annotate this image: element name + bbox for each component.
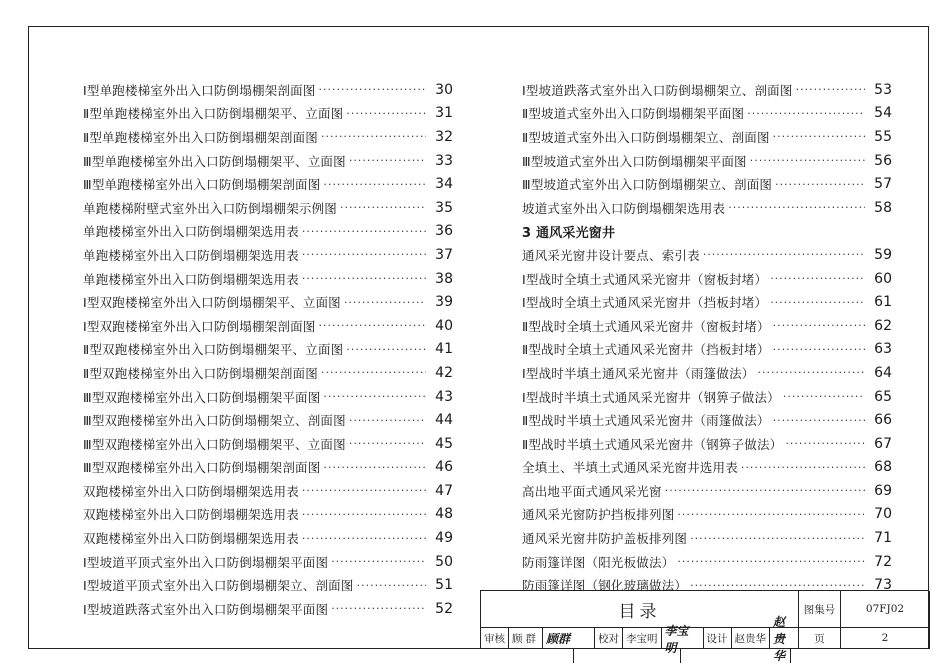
toc-entry bbox=[522, 456, 892, 480]
leader-dots bbox=[773, 130, 865, 143]
toc-entry bbox=[83, 243, 453, 267]
toc-entry bbox=[83, 314, 453, 338]
leader-dots bbox=[677, 555, 865, 568]
leader-dots bbox=[728, 201, 865, 214]
leader-dots bbox=[785, 437, 865, 450]
toc-left-column bbox=[83, 78, 453, 621]
leader-dots bbox=[323, 390, 426, 403]
toc-entry bbox=[83, 338, 453, 362]
atlas-number: 07FJ02 bbox=[841, 591, 930, 628]
toc-entry bbox=[83, 408, 453, 432]
entry-title: 3 通风采光窗井 bbox=[522, 225, 616, 241]
entry-page-number: 54 bbox=[874, 105, 892, 122]
entry-page-number: 39 bbox=[435, 294, 453, 311]
review-name: 顾群 bbox=[509, 628, 543, 649]
entry-title: Ⅱ型单跑楼梯室外出入口防倒塌棚架平、立面图 bbox=[83, 106, 344, 122]
entry-page-number: 71 bbox=[874, 530, 892, 547]
toc-entry bbox=[522, 338, 892, 362]
entry-page-number: 70 bbox=[874, 506, 892, 523]
entry-title: 双跑楼梯室外出入口防倒塌棚架选用表 bbox=[83, 507, 299, 523]
entry-title: Ⅰ型坡道平顶式室外出入口防倒塌棚架立、剖面图 bbox=[83, 578, 354, 594]
entry-page-number: 47 bbox=[435, 482, 453, 499]
entry-title: 坡道式室外出入口防倒塌棚架选用表 bbox=[522, 200, 726, 216]
entry-title: Ⅲ型坡道式室外出入口防倒塌棚架平面图 bbox=[522, 153, 747, 169]
toc-entry bbox=[83, 479, 453, 503]
toc-entry bbox=[522, 503, 892, 527]
toc-entry bbox=[522, 479, 892, 503]
entry-title: Ⅱ型战时全填土式通风采光窗井（窗板封堵） bbox=[522, 318, 770, 334]
review-signature: 顾群 bbox=[543, 628, 595, 649]
toc-entry bbox=[522, 78, 892, 102]
toc-entry bbox=[522, 314, 892, 338]
entry-title: Ⅱ型战时全填土式通风采光窗井（挡板封堵） bbox=[522, 342, 770, 358]
entry-page-number: 46 bbox=[435, 459, 453, 476]
entry-page-number: 66 bbox=[874, 412, 892, 429]
entry-title: 单跑楼梯室外出入口防倒塌棚架选用表 bbox=[83, 247, 299, 263]
entry-title: Ⅲ型坡道式室外出入口防倒塌棚架立、剖面图 bbox=[522, 177, 773, 193]
leader-dots bbox=[690, 532, 865, 545]
entry-page-number: 61 bbox=[874, 294, 892, 311]
toc-entry bbox=[522, 385, 892, 409]
entry-title: Ⅲ型单跑楼梯室外出入口防倒塌棚架剖面图 bbox=[83, 177, 321, 193]
tick-mark bbox=[680, 649, 681, 663]
entry-page-number: 49 bbox=[435, 530, 453, 547]
leader-dots bbox=[323, 461, 426, 474]
leader-dots bbox=[773, 319, 865, 332]
entry-page-number: 62 bbox=[874, 317, 892, 334]
leader-dots bbox=[770, 272, 865, 285]
toc-entry bbox=[83, 503, 453, 527]
entry-page-number: 38 bbox=[435, 270, 453, 287]
toc-entry bbox=[83, 361, 453, 385]
entry-page-number: 35 bbox=[435, 199, 453, 216]
entry-page-number: 30 bbox=[435, 81, 453, 98]
title-block bbox=[480, 590, 929, 663]
entry-page-number: 36 bbox=[435, 223, 453, 240]
toc-entry bbox=[83, 385, 453, 409]
leader-dots bbox=[302, 272, 426, 285]
leader-dots bbox=[302, 484, 426, 497]
entry-title: Ⅰ型单跑楼梯室外出入口防倒塌棚架剖面图 bbox=[83, 82, 316, 98]
toc-entry bbox=[83, 456, 453, 480]
entry-title: Ⅰ型坡道跌落式室外出入口防倒塌棚架立、剖面图 bbox=[522, 82, 793, 98]
leader-dots bbox=[302, 508, 426, 521]
entry-page-number: 67 bbox=[874, 435, 892, 452]
toc-entry bbox=[83, 172, 453, 196]
toc-entry bbox=[83, 267, 453, 291]
toc-entry bbox=[522, 267, 892, 291]
toc-entry bbox=[83, 220, 453, 244]
leader-dots bbox=[758, 366, 866, 379]
entry-title: Ⅰ型坡道平顶式室外出入口防倒塌棚架平面图 bbox=[83, 554, 329, 570]
entry-title: 双跑楼梯室外出入口防倒塌棚架选用表 bbox=[83, 531, 299, 547]
entry-page-number: 40 bbox=[435, 317, 453, 334]
entry-title: Ⅰ型双跑楼梯室外出入口防倒塌棚架平、立面图 bbox=[83, 295, 341, 311]
leader-dots bbox=[747, 107, 865, 120]
leader-dots bbox=[346, 343, 426, 356]
toc-right-column bbox=[522, 78, 892, 597]
leader-dots bbox=[346, 107, 426, 120]
leader-dots bbox=[349, 437, 426, 450]
entry-title: Ⅱ型双跑楼梯室外出入口防倒塌棚架平、立面图 bbox=[83, 342, 344, 358]
leader-dots bbox=[357, 579, 426, 592]
entry-title: Ⅱ型战时半填土式通风采光窗井（雨篷做法） bbox=[522, 413, 770, 429]
leader-dots bbox=[750, 154, 865, 167]
toc-entry bbox=[83, 196, 453, 220]
toc-entry bbox=[83, 149, 453, 173]
entry-page-number: 44 bbox=[435, 412, 453, 429]
entry-page-number: 60 bbox=[874, 270, 892, 287]
entry-page-number: 63 bbox=[874, 341, 892, 358]
entry-page-number: 65 bbox=[874, 388, 892, 405]
toc-entry bbox=[83, 526, 453, 550]
toc-entry bbox=[83, 597, 453, 621]
toc-entry bbox=[522, 361, 892, 385]
entry-title: Ⅰ型战时全填土式通风采光窗井（窗板封堵） bbox=[522, 271, 768, 287]
toc-entry bbox=[522, 196, 892, 220]
leader-dots bbox=[349, 414, 426, 427]
entry-page-number: 45 bbox=[435, 435, 453, 452]
toc-entry bbox=[83, 550, 453, 574]
page-number: 2 bbox=[841, 628, 930, 649]
entry-title: 防雨篷详图（阳光板做法） bbox=[522, 554, 675, 570]
leader-dots bbox=[321, 366, 426, 379]
entry-title: 通风采光窗井防护盖板排列图 bbox=[522, 531, 688, 547]
entry-title: Ⅲ型单跑楼梯室外出入口防倒塌棚架平、立面图 bbox=[83, 153, 346, 169]
entry-title: Ⅲ型双跑楼梯室外出入口防倒塌棚架平面图 bbox=[83, 389, 321, 405]
toc-entry bbox=[522, 102, 892, 126]
toc-entry bbox=[522, 432, 892, 456]
entry-title: Ⅰ型双跑楼梯室外出入口防倒塌棚架剖面图 bbox=[83, 318, 316, 334]
tick-mark bbox=[790, 649, 791, 663]
toc-entry bbox=[83, 78, 453, 102]
leader-dots bbox=[796, 83, 865, 96]
leader-dots bbox=[302, 225, 426, 238]
leader-dots bbox=[302, 532, 426, 545]
toc-entry bbox=[522, 149, 892, 173]
entry-title: 单跑楼梯室外出入口防倒塌棚架选用表 bbox=[83, 224, 299, 240]
check-signature: 李宝明 bbox=[662, 628, 704, 649]
leader-dots bbox=[703, 248, 865, 261]
toc-entry bbox=[522, 172, 892, 196]
entry-title: Ⅱ型双跑楼梯室外出入口防倒塌棚架剖面图 bbox=[83, 365, 318, 381]
entry-page-number: 41 bbox=[435, 341, 453, 358]
entry-page-number: 43 bbox=[435, 388, 453, 405]
entry-title: Ⅰ型坡道跌落式室外出入口防倒塌棚架平面图 bbox=[83, 601, 329, 617]
entry-title: 全填土、半填土式通风采光窗井选用表 bbox=[522, 460, 738, 476]
entry-title: Ⅲ型双跑楼梯室外出入口防倒塌棚架立、剖面图 bbox=[83, 413, 346, 429]
entry-title: 防雨篷详图（钢化玻璃做法） bbox=[522, 578, 688, 594]
leader-dots bbox=[319, 319, 427, 332]
entry-title: 高出地平面式通风采光窗 bbox=[522, 483, 662, 499]
page-label: 页 bbox=[799, 628, 841, 649]
entry-page-number: 42 bbox=[435, 364, 453, 381]
leader-dots bbox=[741, 461, 865, 474]
toc-entry bbox=[83, 432, 453, 456]
entry-page-number: 48 bbox=[435, 506, 453, 523]
entry-page-number: 55 bbox=[874, 128, 892, 145]
toc-entry bbox=[522, 550, 892, 574]
leader-dots bbox=[331, 555, 426, 568]
entry-page-number: 59 bbox=[874, 246, 892, 263]
entry-title: 单跑楼梯附壁式室外出入口防倒塌棚架示例图 bbox=[83, 200, 338, 216]
entry-title: Ⅰ型战时半填土通风采光窗井（雨篷做法） bbox=[522, 365, 755, 381]
entry-page-number: 50 bbox=[435, 553, 453, 570]
check-label: 校对 bbox=[595, 628, 623, 649]
leader-dots bbox=[770, 296, 865, 309]
toc-entry bbox=[522, 526, 892, 550]
signature-row bbox=[481, 615, 799, 663]
entry-page-number: 69 bbox=[874, 482, 892, 499]
sheet-title: 目录 bbox=[481, 591, 799, 628]
entry-title: Ⅱ型战时半填土式通风采光窗井（钢箅子做法） bbox=[522, 436, 783, 452]
entry-page-number: 31 bbox=[435, 105, 453, 122]
entry-page-number: 73 bbox=[874, 577, 892, 594]
entry-page-number: 64 bbox=[874, 364, 892, 381]
leader-dots bbox=[302, 248, 426, 261]
toc-entry bbox=[83, 573, 453, 597]
leader-dots bbox=[344, 296, 426, 309]
entry-title: Ⅲ型双跑楼梯室外出入口防倒塌棚架剖面图 bbox=[83, 460, 321, 476]
design-name: 赵贵华 bbox=[732, 628, 771, 649]
entry-title: 双跑楼梯室外出入口防倒塌棚架选用表 bbox=[83, 483, 299, 499]
design-label: 设计 bbox=[704, 628, 732, 649]
leader-dots bbox=[775, 178, 865, 191]
leader-dots bbox=[331, 602, 426, 615]
entry-page-number: 58 bbox=[874, 199, 892, 216]
entry-title: Ⅱ型坡道式室外出入口防倒塌棚架平面图 bbox=[522, 106, 745, 122]
leader-dots bbox=[677, 508, 865, 521]
entry-page-number: 68 bbox=[874, 459, 892, 476]
entry-title: Ⅱ型坡道式室外出入口防倒塌棚架立、剖面图 bbox=[522, 129, 770, 145]
entry-title: Ⅰ型战时半填土式通风采光窗井（钢箅子做法） bbox=[522, 389, 780, 405]
leader-dots bbox=[321, 130, 426, 143]
entry-title: Ⅲ型双跑楼梯室外出入口防倒塌棚架平、立面图 bbox=[83, 436, 346, 452]
leader-dots bbox=[349, 154, 426, 167]
entry-page-number: 51 bbox=[435, 577, 453, 594]
leader-dots bbox=[773, 414, 865, 427]
leader-dots bbox=[340, 201, 426, 214]
entry-title: Ⅰ型战时全填土式通风采光窗井（挡板封堵） bbox=[522, 295, 768, 311]
entry-title: 通风采光窗防护挡板排列图 bbox=[522, 507, 675, 523]
toc-entry bbox=[83, 102, 453, 126]
leader-dots bbox=[323, 178, 426, 191]
entry-title: 单跑楼梯室外出入口防倒塌棚架选用表 bbox=[83, 271, 299, 287]
section-heading bbox=[522, 220, 892, 244]
leader-dots bbox=[319, 83, 427, 96]
toc-entry bbox=[522, 125, 892, 149]
design-signature: 赵贵华 bbox=[773, 615, 786, 663]
toc-entry bbox=[522, 290, 892, 314]
leader-dots bbox=[773, 343, 865, 356]
entry-page-number: 34 bbox=[435, 176, 453, 193]
toc-entry bbox=[83, 290, 453, 314]
entry-page-number: 33 bbox=[435, 152, 453, 169]
entry-page-number: 72 bbox=[874, 553, 892, 570]
entry-page-number: 56 bbox=[874, 152, 892, 169]
tick-mark bbox=[573, 649, 574, 663]
entry-page-number: 37 bbox=[435, 246, 453, 263]
entry-page-number: 53 bbox=[874, 81, 892, 98]
entry-page-number: 52 bbox=[435, 600, 453, 617]
entry-title: 通风采光窗井设计要点、索引表 bbox=[522, 247, 700, 263]
leader-dots bbox=[783, 390, 865, 403]
atlas-label: 图集号 bbox=[799, 591, 841, 628]
leader-dots bbox=[665, 484, 865, 497]
toc-entry bbox=[83, 125, 453, 149]
review-label: 审核 bbox=[481, 628, 509, 649]
toc-entry bbox=[522, 408, 892, 432]
toc-entry bbox=[522, 243, 892, 267]
entry-page-number: 32 bbox=[435, 128, 453, 145]
check-name: 李宝明 bbox=[623, 628, 662, 649]
entry-title: Ⅱ型单跑楼梯室外出入口防倒塌棚架剖面图 bbox=[83, 129, 318, 145]
entry-page-number: 57 bbox=[874, 176, 892, 193]
